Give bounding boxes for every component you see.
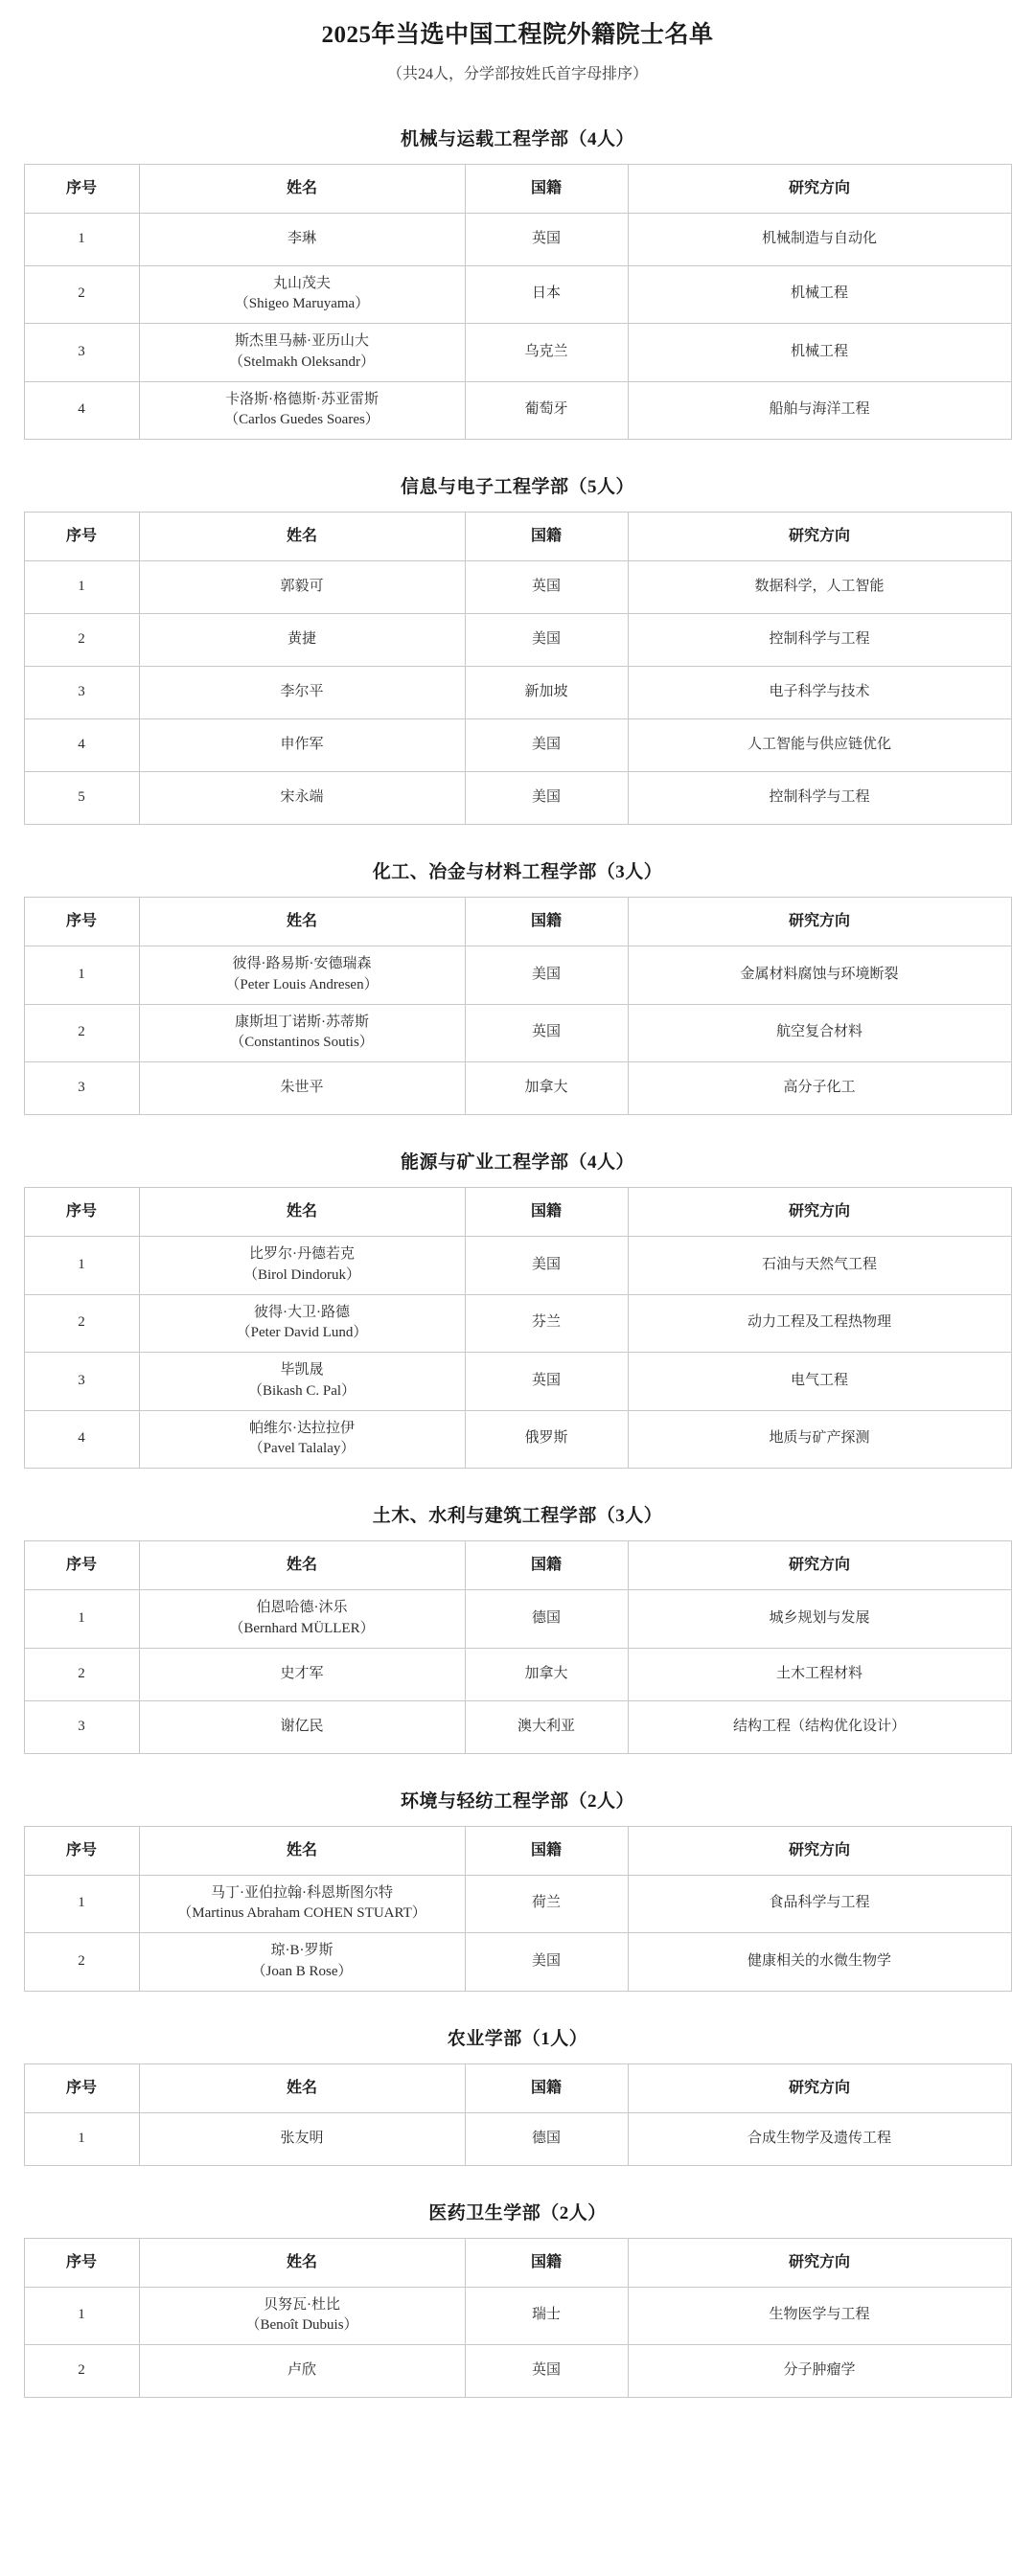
cell-nationality: 芬兰 <box>465 1294 628 1353</box>
name-latin: （Peter Louis Andresen） <box>225 976 379 992</box>
name-chinese: 史才军 <box>280 1665 324 1681</box>
cell-name <box>139 719 465 772</box>
column-header-nationality: 国籍 <box>465 513 628 561</box>
cell-research-field: 控制科学与工程 <box>628 772 1011 825</box>
column-header-nationality: 国籍 <box>465 2063 628 2112</box>
members-table <box>24 164 1012 441</box>
cell-nationality: 美国 <box>465 1933 628 1992</box>
cell-research-field: 合成生物学及遗传工程 <box>628 2112 1011 2165</box>
section <box>0 2199 1035 2399</box>
column-header-field: 研究方向 <box>628 513 1011 561</box>
members-table <box>24 512 1012 825</box>
cell-name <box>139 1294 465 1353</box>
name-latin: （Pavel Talalay） <box>248 1441 356 1457</box>
table-row <box>24 561 1011 614</box>
name-latin: （Martinus Abraham COHEN STUART） <box>177 1905 426 1922</box>
name-chinese: 朱世平 <box>280 1080 324 1096</box>
name-chinese: 丸山茂夫 <box>272 275 331 291</box>
cell-index: 3 <box>24 1700 139 1753</box>
cell-name <box>139 2345 465 2398</box>
cell-research-field: 船舶与海洋工程 <box>628 381 1011 440</box>
column-header-nationality: 国籍 <box>465 1188 628 1237</box>
name-chinese: 贝努瓦·杜比 <box>264 2296 340 2313</box>
name-latin: （Peter David Lund） <box>236 1325 368 1341</box>
cell-name <box>139 772 465 825</box>
column-header-index: 序号 <box>24 2063 139 2112</box>
cell-name <box>139 1004 465 1062</box>
name-chinese: 宋永端 <box>280 789 324 806</box>
cell-name <box>139 1648 465 1700</box>
column-header-name: 姓名 <box>139 2238 465 2287</box>
name-chinese: 李尔平 <box>280 684 324 700</box>
cell-nationality: 美国 <box>465 719 628 772</box>
name-chinese: 琼·B·罗斯 <box>270 1943 334 1958</box>
column-header-nationality: 国籍 <box>465 164 628 213</box>
name-chinese: 斯杰里马赫·亚历山大 <box>235 333 369 349</box>
cell-name <box>139 2287 465 2345</box>
page-title: 2025年当选中国工程院外籍院士名单 <box>321 22 714 48</box>
column-header-name: 姓名 <box>139 1541 465 1590</box>
column-header-index: 序号 <box>24 164 139 213</box>
name-chinese: 谢亿民 <box>280 1718 324 1734</box>
section <box>0 857 1035 1115</box>
table-row <box>24 667 1011 719</box>
page-subtitle: （共24人，分学部按姓氏首字母排序） <box>386 65 648 82</box>
cell-research-field: 动力工程及工程热物理 <box>628 1294 1011 1353</box>
section-title: 信息与电子工程学部（5人） <box>400 477 634 497</box>
cell-name <box>139 324 465 382</box>
cell-research-field: 金属材料腐蚀与环境断裂 <box>628 946 1011 1005</box>
cell-nationality: 日本 <box>465 265 628 324</box>
name-chinese: 帕维尔·达拉拉伊 <box>249 1420 355 1436</box>
column-header-nationality: 国籍 <box>465 1541 628 1590</box>
column-header-field: 研究方向 <box>628 2238 1011 2287</box>
cell-index: 1 <box>24 213 139 265</box>
cell-index: 2 <box>24 614 139 667</box>
cell-research-field: 城乡规划与发展 <box>628 1590 1011 1649</box>
cell-index: 2 <box>24 1933 139 1992</box>
cell-index: 2 <box>24 1648 139 1700</box>
column-header-nationality: 国籍 <box>465 2238 628 2287</box>
name-latin: （Benoît Dubuis） <box>245 2317 358 2334</box>
cell-name <box>139 265 465 324</box>
cell-name <box>139 1353 465 1411</box>
cell-nationality: 加拿大 <box>465 1062 628 1115</box>
name-chinese: 卢欣 <box>287 2362 316 2379</box>
cell-research-field: 地质与矿产探测 <box>628 1410 1011 1469</box>
cell-name <box>139 2112 465 2165</box>
section <box>0 125 1035 441</box>
table-row <box>24 1648 1011 1700</box>
name-chinese: 毕凯晟 <box>280 1362 324 1378</box>
table-header-row <box>24 2238 1011 2287</box>
cell-index: 1 <box>24 2287 139 2345</box>
table-row <box>24 2287 1011 2345</box>
table-row <box>24 1004 1011 1062</box>
column-header-index: 序号 <box>24 1188 139 1237</box>
cell-research-field: 航空复合材料 <box>628 1004 1011 1062</box>
section <box>0 1787 1035 1992</box>
column-header-field: 研究方向 <box>628 898 1011 946</box>
cell-research-field: 石油与天然气工程 <box>628 1237 1011 1295</box>
cell-index: 1 <box>24 1237 139 1295</box>
members-table <box>24 1826 1012 1992</box>
cell-research-field: 食品科学与工程 <box>628 1875 1011 1933</box>
cell-index: 1 <box>24 1875 139 1933</box>
table-row <box>24 719 1011 772</box>
cell-research-field: 机械制造与自动化 <box>628 213 1011 265</box>
cell-research-field: 控制科学与工程 <box>628 614 1011 667</box>
table-row <box>24 1410 1011 1469</box>
table-row <box>24 265 1011 324</box>
table-row <box>24 213 1011 265</box>
cell-name <box>139 213 465 265</box>
name-latin: （Carlos Guedes Soares） <box>224 412 380 428</box>
cell-research-field: 分子肿瘤学 <box>628 2345 1011 2398</box>
cell-index: 4 <box>24 1410 139 1469</box>
cell-research-field: 电气工程 <box>628 1353 1011 1411</box>
cell-name <box>139 1237 465 1295</box>
column-header-index: 序号 <box>24 898 139 946</box>
cell-research-field: 土木工程材料 <box>628 1648 1011 1700</box>
table-row <box>24 1590 1011 1649</box>
cell-name <box>139 381 465 440</box>
name-chinese: 卡洛斯·格德斯·苏亚雷斯 <box>225 391 379 407</box>
table-row <box>24 324 1011 382</box>
members-table <box>24 1187 1012 1469</box>
cell-research-field: 机械工程 <box>628 265 1011 324</box>
cell-nationality: 英国 <box>465 1353 628 1411</box>
cell-research-field: 数据科学，人工智能 <box>628 561 1011 614</box>
column-header-name: 姓名 <box>139 1188 465 1237</box>
column-header-nationality: 国籍 <box>465 1826 628 1875</box>
cell-research-field: 高分子化工 <box>628 1062 1011 1115</box>
table-header-row <box>24 2063 1011 2112</box>
name-chinese: 马丁·亚伯拉翰·科恩斯图尔特 <box>211 1884 393 1901</box>
cell-index: 3 <box>24 1353 139 1411</box>
section-title: 环境与轻纺工程学部（2人） <box>400 1790 634 1812</box>
name-chinese: 黄捷 <box>287 631 316 648</box>
table-header-row <box>24 513 1011 561</box>
column-header-index: 序号 <box>24 513 139 561</box>
name-latin: （Birol Dindoruk） <box>242 1266 361 1283</box>
section <box>0 1501 1035 1754</box>
table-row <box>24 614 1011 667</box>
cell-name <box>139 614 465 667</box>
section <box>0 1148 1035 1469</box>
cell-nationality: 美国 <box>465 1237 628 1295</box>
section <box>0 472 1035 825</box>
cell-index: 2 <box>24 1294 139 1353</box>
section-title: 机械与运载工程学部（4人） <box>400 128 634 149</box>
column-header-name: 姓名 <box>139 2063 465 2112</box>
section-title: 医药卫生学部（2人） <box>428 2202 607 2223</box>
cell-research-field: 电子科学与技术 <box>628 667 1011 719</box>
table-row <box>24 2345 1011 2398</box>
name-chinese: 申作军 <box>280 737 324 753</box>
cell-nationality: 德国 <box>465 1590 628 1649</box>
cell-nationality: 新加坡 <box>465 667 628 719</box>
column-header-field: 研究方向 <box>628 2063 1011 2112</box>
table-row <box>24 1875 1011 1933</box>
cell-index: 1 <box>24 2112 139 2165</box>
members-table <box>24 2238 1012 2399</box>
cell-nationality: 美国 <box>465 946 628 1005</box>
sections-container <box>0 125 1035 2399</box>
name-chinese: 伯恩哈德·沐乐 <box>256 1600 348 1615</box>
cell-index: 4 <box>24 719 139 772</box>
cell-name <box>139 946 465 1005</box>
name-latin: （Stelmakh Oleksandr） <box>228 353 376 370</box>
cell-index: 1 <box>24 561 139 614</box>
members-table <box>24 2063 1012 2166</box>
column-header-index: 序号 <box>24 2238 139 2287</box>
cell-nationality: 葡萄牙 <box>465 381 628 440</box>
table-row <box>24 1062 1011 1115</box>
section-title: 农业学部（1人） <box>447 2028 588 2049</box>
cell-nationality: 德国 <box>465 2112 628 2165</box>
cell-name <box>139 1700 465 1753</box>
cell-index: 3 <box>24 667 139 719</box>
cell-nationality: 英国 <box>465 213 628 265</box>
table-row <box>24 1237 1011 1295</box>
table-row <box>24 946 1011 1005</box>
cell-index: 1 <box>24 1590 139 1649</box>
name-latin: （Constantinos Soutis） <box>230 1035 374 1051</box>
cell-nationality: 加拿大 <box>465 1648 628 1700</box>
cell-research-field: 机械工程 <box>628 324 1011 382</box>
table-header-row <box>24 1188 1011 1237</box>
column-header-index: 序号 <box>24 1541 139 1590</box>
table-header-row <box>24 898 1011 946</box>
table-row <box>24 381 1011 440</box>
cell-nationality: 美国 <box>465 772 628 825</box>
section-title: 化工、冶金与材料工程学部（3人） <box>372 862 663 882</box>
cell-name <box>139 667 465 719</box>
cell-name <box>139 1875 465 1933</box>
name-chinese: 彼得·路易斯·安德瑞森 <box>232 956 372 971</box>
column-header-index: 序号 <box>24 1826 139 1875</box>
column-header-field: 研究方向 <box>628 164 1011 213</box>
members-table <box>24 1540 1012 1754</box>
column-header-field: 研究方向 <box>628 1826 1011 1875</box>
table-row <box>24 1933 1011 1992</box>
column-header-field: 研究方向 <box>628 1541 1011 1590</box>
name-chinese: 张友明 <box>280 2130 324 2146</box>
cell-nationality: 英国 <box>465 561 628 614</box>
cell-research-field: 健康相关的水微生物学 <box>628 1933 1011 1992</box>
cell-index: 3 <box>24 1062 139 1115</box>
column-header-name: 姓名 <box>139 513 465 561</box>
cell-nationality: 英国 <box>465 1004 628 1062</box>
cell-nationality: 俄罗斯 <box>465 1410 628 1469</box>
cell-nationality: 瑞士 <box>465 2287 628 2345</box>
name-chinese: 比罗尔·丹德若克 <box>249 1246 355 1262</box>
table-row <box>24 2112 1011 2165</box>
cell-name <box>139 561 465 614</box>
cell-index: 3 <box>24 324 139 382</box>
column-header-name: 姓名 <box>139 898 465 946</box>
section-title: 能源与矿业工程学部（4人） <box>400 1152 634 1173</box>
column-header-name: 姓名 <box>139 1826 465 1875</box>
cell-nationality: 荷兰 <box>465 1875 628 1933</box>
members-table <box>24 897 1012 1115</box>
name-chinese: 郭毅可 <box>280 579 324 595</box>
table-header-row <box>24 164 1011 213</box>
name-latin: （Bikash C. Pal） <box>247 1382 356 1399</box>
name-chinese: 李琳 <box>287 230 316 246</box>
cell-index: 5 <box>24 772 139 825</box>
cell-nationality: 英国 <box>465 2345 628 2398</box>
cell-index: 1 <box>24 946 139 1005</box>
column-header-field: 研究方向 <box>628 1188 1011 1237</box>
cell-research-field: 生物医学与工程 <box>628 2287 1011 2345</box>
table-row <box>24 1294 1011 1353</box>
cell-index: 2 <box>24 1004 139 1062</box>
cell-index: 4 <box>24 381 139 440</box>
cell-name <box>139 1410 465 1469</box>
table-header-row <box>24 1826 1011 1875</box>
cell-name <box>139 1933 465 1992</box>
cell-name <box>139 1590 465 1649</box>
table-row <box>24 772 1011 825</box>
table-row <box>24 1353 1011 1411</box>
cell-nationality: 乌克兰 <box>465 324 628 382</box>
cell-index: 2 <box>24 265 139 324</box>
column-header-nationality: 国籍 <box>465 898 628 946</box>
cell-nationality: 澳大利亚 <box>465 1700 628 1753</box>
table-row <box>24 1700 1011 1753</box>
cell-index: 2 <box>24 2345 139 2398</box>
cell-nationality: 美国 <box>465 614 628 667</box>
name-latin: （Joan B Rose） <box>251 1963 353 1979</box>
cell-research-field: 结构工程（结构优化设计） <box>628 1700 1011 1753</box>
section-title: 土木、水利与建筑工程学部（3人） <box>372 1506 663 1526</box>
column-header-name: 姓名 <box>139 164 465 213</box>
section <box>0 2024 1035 2166</box>
name-chinese: 康斯坦丁诺斯·苏蒂斯 <box>235 1014 369 1030</box>
table-header-row <box>24 1541 1011 1590</box>
name-chinese: 彼得·大卫·路德 <box>254 1304 350 1320</box>
name-latin: （Bernhard MÜLLER） <box>229 1620 375 1636</box>
cell-research-field: 人工智能与供应链优化 <box>628 719 1011 772</box>
cell-name <box>139 1062 465 1115</box>
name-latin: （Shigeo Maruyama） <box>234 296 370 312</box>
